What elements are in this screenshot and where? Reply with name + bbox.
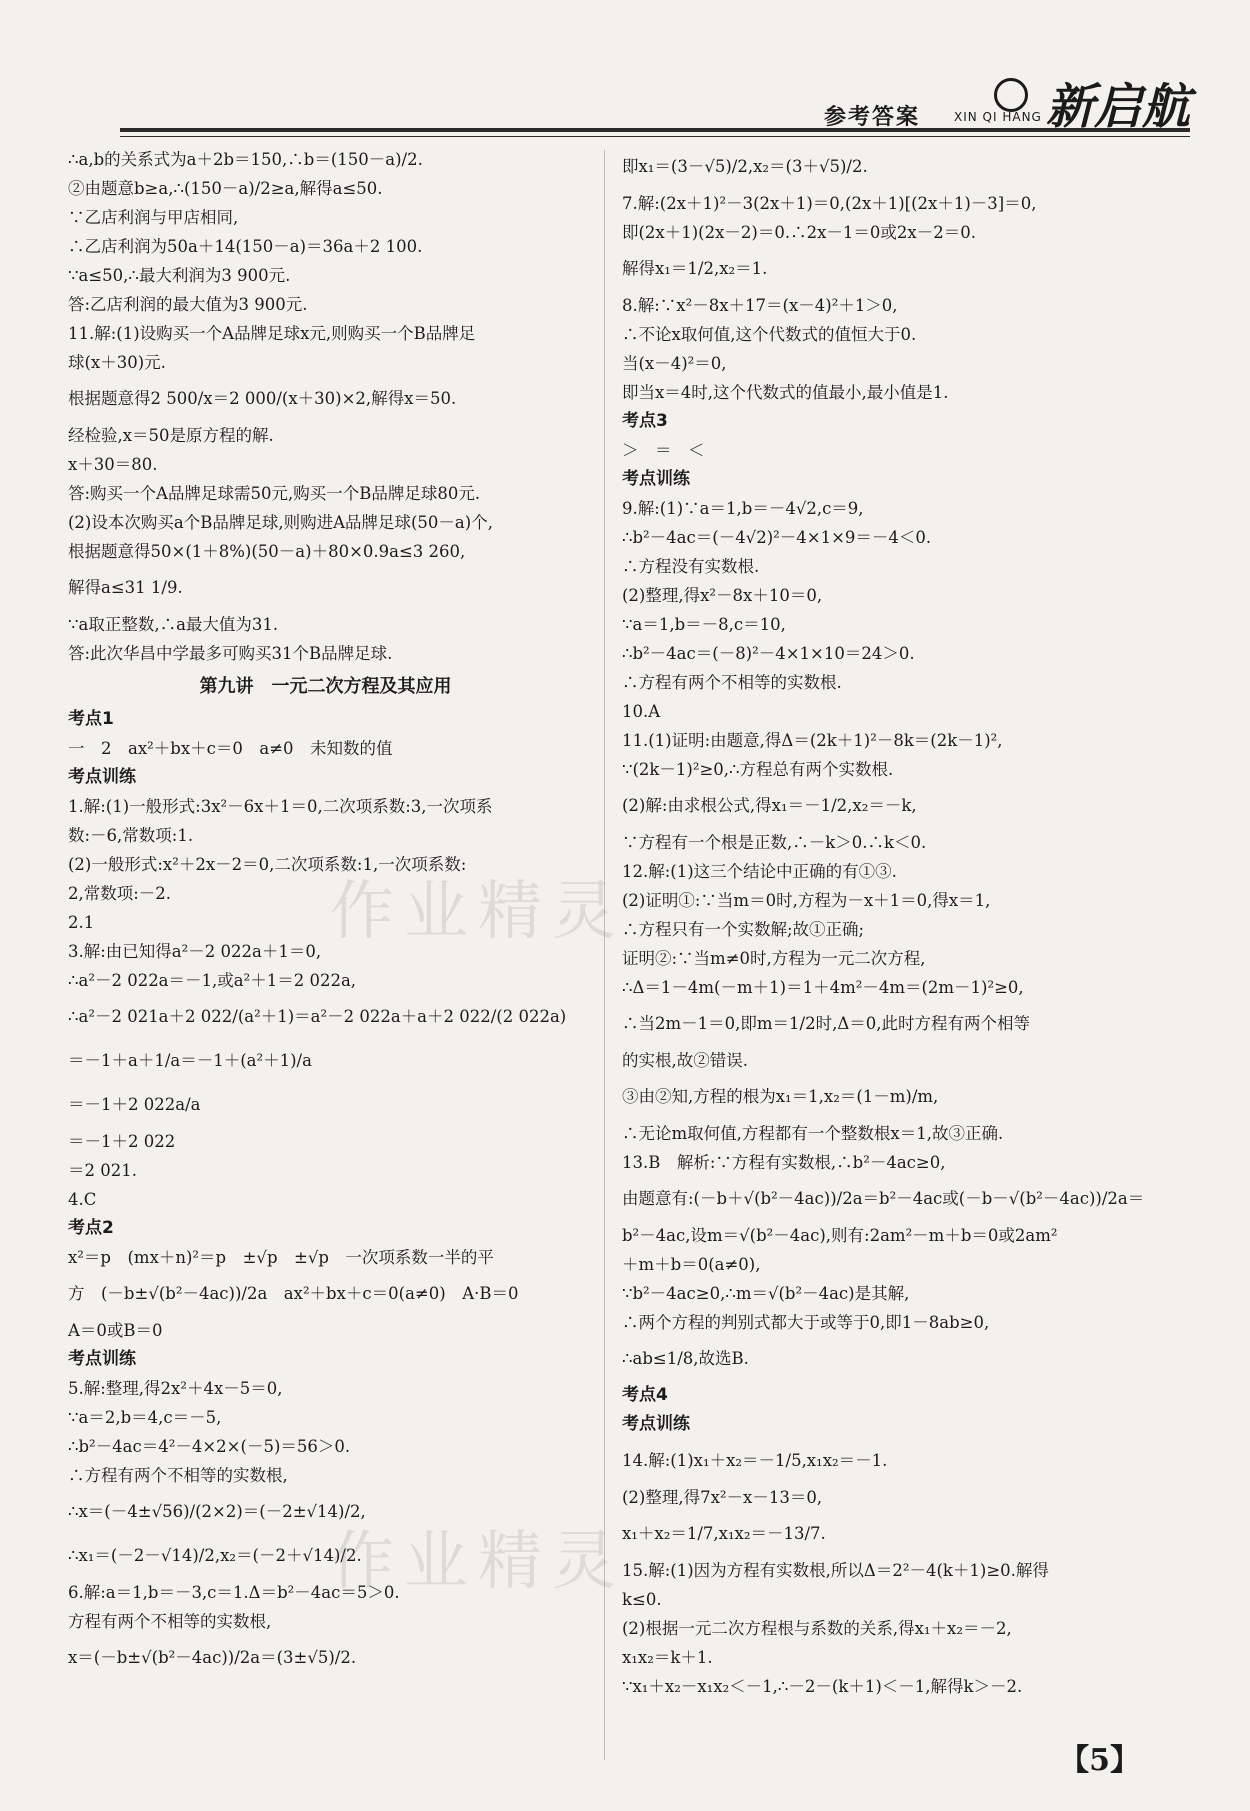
logo-circle-icon xyxy=(994,78,1028,112)
answer-line: 9.解:(1)∵a＝1,b＝－4√2,c＝9, xyxy=(622,499,864,518)
answer-line: b²－4ac,设m＝√(b²－4ac),则有:2am²－m＋b＝0或2am² xyxy=(622,1226,1058,1245)
answer-line: 4.C xyxy=(68,1190,97,1209)
answer-line: ∴当2m－1＝0,即m＝1/2时,Δ＝0,此时方程有两个相等 xyxy=(622,1014,1030,1033)
answer-line: 答:乙店利润的最大值为3 900元. xyxy=(68,295,308,314)
answer-line: 答:此次华昌中学最多可购买31个B品牌足球. xyxy=(68,644,393,663)
section-heading: 考点2 xyxy=(68,1218,114,1238)
answer-line: (2)根据一元二次方程根与系数的关系,得x₁＋x₂＝－2, xyxy=(622,1619,1012,1638)
answer-line: ②由题意b≥a,∴(150－a)/2≥a,解得a≤50. xyxy=(68,179,383,198)
answer-line: 11.(1)证明:由题意,得Δ＝(2k＋1)²－8k＝(2k－1)², xyxy=(622,731,1003,750)
section-heading: 考点训练 xyxy=(622,469,690,489)
answer-line: ∴ab≤1/8,故选B. xyxy=(622,1349,749,1368)
answer-line: ＝－1＋2 022a/a xyxy=(68,1095,201,1114)
answer-line: (2)设本次购买a个B品牌足球,则购进A品牌足球(50－a)个, xyxy=(68,513,493,532)
logo-subtitle: XIN QI HANG xyxy=(954,110,1042,124)
section-heading: 考点训练 xyxy=(68,1349,136,1369)
answer-line: ∵方程有一个根是正数,∴－k＞0.∴k＜0. xyxy=(622,833,927,852)
answer-line: 10.A xyxy=(622,702,661,721)
answer-line: 2,常数项:－2. xyxy=(68,884,172,903)
answer-line: 11.解:(1)设购买一个A品牌足球x元,则购买一个B品牌足 xyxy=(68,324,476,343)
column-divider xyxy=(604,150,605,1760)
answer-line: A＝0或B＝0 xyxy=(68,1321,163,1340)
answer-line: 方 (－b±√(b²－4ac))/2a ax²＋bx＋c＝0(a≠0) A·B＝0 xyxy=(68,1284,519,1303)
answer-line: (2)证明①:∵当m＝0时,方程为－x＋1＝0,得x＝1, xyxy=(622,891,991,910)
answer-line: 8.解:∵x²－8x＋17＝(x－4)²＋1＞0, xyxy=(622,296,898,315)
answer-line: 方程有两个不相等的实数根, xyxy=(68,1612,272,1631)
answer-line: ∴b²－4ac＝(－4√2)²－4×1×9＝－4＜0. xyxy=(622,528,932,547)
answer-line: 6.解:a＝1,b＝－3,c＝1.Δ＝b²－4ac＝5＞0. xyxy=(68,1583,400,1602)
answer-line: 15.解:(1)因为方程有实数根,所以Δ＝2²－4(k＋1)≥0.解得 xyxy=(622,1561,1049,1580)
answer-line: ∵乙店利润与甲店相同, xyxy=(68,208,239,227)
answer-line: 经检验,x＝50是原方程的解. xyxy=(68,426,274,445)
answer-line: ∴a²－2 021a＋2 022/(a²＋1)＝a²－2 022a＋a＋2 022/(2 022a) xyxy=(68,1007,567,1026)
answer-line: ＝2 021. xyxy=(68,1161,137,1180)
answer-line: x＝(－b±√(b²－4ac))/2a＝(3±√5)/2. xyxy=(68,1648,357,1667)
answer-line: ∵a＝1,b＝－8,c＝10, xyxy=(622,615,786,634)
logo-text: 新启航 xyxy=(1045,79,1190,135)
chapter-title: 第九讲 一元二次方程及其应用 xyxy=(199,676,452,697)
answer-line: ＝－1＋a＋1/a＝－1＋(a²＋1)/a xyxy=(68,1051,312,1070)
answer-line: ∴两个方程的判别式都大于或等于0,即1－8ab≥0, xyxy=(622,1313,990,1332)
section-heading: 考点训练 xyxy=(622,1414,690,1434)
answer-line: ∴方程有两个不相等的实数根, xyxy=(68,1466,288,1485)
answer-line: ∴无论m取何值,方程都有一个整数根x＝1,故③正确. xyxy=(622,1124,1004,1143)
answer-line: 7.解:(2x＋1)²－3(2x＋1)＝0,(2x＋1)[(2x＋1)－3]＝0, xyxy=(622,194,1037,213)
section-heading: 考点训练 xyxy=(68,767,136,787)
page-header xyxy=(80,70,1190,135)
header-rule-thin xyxy=(120,136,1190,137)
answer-line: ＝－1＋2 022 xyxy=(68,1132,176,1151)
answer-line: 即(2x＋1)(2x－2)＝0.∴2x－1＝0或2x－2＝0. xyxy=(622,223,976,242)
watermark: 作业精灵 xyxy=(330,1525,626,1599)
answer-line: 的实根,故②错误. xyxy=(622,1051,748,1070)
watermark: 作业精灵 xyxy=(330,875,626,949)
answer-line: 由题意有:(－b＋√(b²－4ac))/2a＝b²－4ac或(－b－√(b²－4ac))/2a＝ xyxy=(622,1189,1145,1208)
section-heading: 考点3 xyxy=(622,411,668,431)
answer-line: ∴b²－4ac＝(－8)²－4×1×10＝24＞0. xyxy=(622,644,915,663)
answer-line: x₁＋x₂＝1/7,x₁x₂＝－13/7. xyxy=(622,1524,826,1543)
answer-line: 3.解:由已知得a²－2 022a＋1＝0, xyxy=(68,942,322,961)
answer-line: ∴方程有两个不相等的实数根. xyxy=(622,673,842,692)
answer-line: x₁x₂＝k＋1. xyxy=(622,1648,713,1667)
answer-line: (2)整理,得x²－8x＋10＝0, xyxy=(622,586,823,605)
answer-line: ∵b²－4ac≥0,∴m＝√(b²－4ac)是其解, xyxy=(622,1284,910,1303)
answer-line: ∵a取正整数,∴a最大值为31. xyxy=(68,615,279,634)
answer-line: ∴x₁＝(－2－√14)/2,x₂＝(－2＋√14)/2. xyxy=(68,1546,362,1565)
left-column xyxy=(68,145,583,1680)
page-number: 【5】 xyxy=(1059,1743,1140,1778)
header-title: 参考答案 xyxy=(823,105,920,130)
answer-line: 根据题意得2 500/x＝2 000/(x＋30)×2,解得x＝50. xyxy=(68,389,457,408)
section-heading: 考点4 xyxy=(622,1385,668,1405)
answer-line: ∴方程只有一个实数解;故①正确; xyxy=(622,920,865,939)
answer-line: 2.1 xyxy=(68,913,95,932)
answer-line: (2)整理,得7x²－x－13＝0, xyxy=(622,1488,823,1507)
answer-line: 12.解:(1)这三个结论中正确的有①③. xyxy=(622,862,897,881)
answer-line: x＋30＝80. xyxy=(68,455,158,474)
answer-line: 14.解:(1)x₁＋x₂＝－1/5,x₁x₂＝－1. xyxy=(622,1451,888,1470)
answer-line: ∴不论x取何值,这个代数式的值恒大于0. xyxy=(622,325,917,344)
answer-line: ∴乙店利润为50a＋14(150－a)＝36a＋2 100. xyxy=(68,237,423,256)
answer-line: 当(x－4)²＝0, xyxy=(622,354,727,373)
answer-line: 解得a≤31 1/9. xyxy=(68,578,183,597)
answer-line: 一 2 ax²＋bx＋c＝0 a≠0 未知数的值 xyxy=(68,739,393,758)
answer-line: 根据题意得50×(1＋8%)(50－a)＋80×0.9a≤3 260, xyxy=(68,542,466,561)
answer-line: ＞ ＝ ＜ xyxy=(622,441,705,460)
answer-line: (2)解:由求根公式,得x₁＝－1/2,x₂＝－k, xyxy=(622,796,917,815)
answer-line: 球(x＋30)元. xyxy=(68,353,166,372)
answer-line: k≤0. xyxy=(622,1590,662,1609)
answer-line: (2)一般形式:x²＋2x－2＝0,二次项系数:1,一次项系数: xyxy=(68,855,467,874)
section-heading: 考点1 xyxy=(68,709,114,729)
answer-line: ∴a,b的关系式为a＋2b＝150,∴b＝(150－a)/2. xyxy=(68,150,423,169)
answer-line: ∴a²－2 022a＝－1,或a²＋1＝2 022a, xyxy=(68,971,357,990)
answer-line: 5.解:整理,得2x²＋4x－5＝0, xyxy=(68,1379,283,1398)
answer-line: 1.解:(1)一般形式:3x²－6x＋1＝0,二次项系数:3,一次项系 xyxy=(68,797,493,816)
answer-line: 数:－6,常数项:1. xyxy=(68,826,194,845)
answer-line: ∵x₁＋x₂－x₁x₂＜－1,∴－2－(k＋1)＜－1,解得k＞－2. xyxy=(622,1677,1023,1696)
right-column xyxy=(622,145,1145,1701)
answer-line: ∴x＝(－4±√56)/(2×2)＝(－2±√14)/2, xyxy=(68,1502,366,1521)
answer-line: 即当x＝4时,这个代数式的值最小,最小值是1. xyxy=(622,383,949,402)
answer-line: ∴b²－4ac＝4²－4×2×(－5)＝56＞0. xyxy=(68,1437,351,1456)
answer-line: ∵a≤50,∴最大利润为3 900元. xyxy=(68,266,291,285)
answer-line: ∵a＝2,b＝4,c＝－5, xyxy=(68,1408,222,1427)
answer-line: ∴Δ＝1－4m(－m＋1)＝1＋4m²－4m＝(2m－1)²≥0, xyxy=(622,978,1024,997)
answer-line: 解得x₁＝1/2,x₂＝1. xyxy=(622,259,768,278)
answer-line: 13.B 解析:∵方程有实数根,∴b²－4ac≥0, xyxy=(622,1153,946,1172)
answer-line: 证明②:∵当m≠0时,方程为一元二次方程, xyxy=(622,949,926,968)
publisher-logo xyxy=(940,70,1190,135)
answer-line: 即x₁＝(3－√5)/2,x₂＝(3＋√5)/2. xyxy=(622,157,868,176)
answer-line: ∴方程没有实数根. xyxy=(622,557,760,576)
answer-line: 答:购买一个A品牌足球需50元,购买一个B品牌足球80元. xyxy=(68,484,481,503)
answer-line: ＋m＋b＝0(a≠0), xyxy=(622,1255,761,1274)
answer-line: ③由②知,方程的根为x₁＝1,x₂＝(1－m)/m, xyxy=(622,1087,939,1106)
answer-line: x²＝p (mx＋n)²＝p ±√p ±√p 一次项系数一半的平 xyxy=(68,1248,494,1267)
answer-line: ∵(2k－1)²≥0,∴方程总有两个实数根. xyxy=(622,760,894,779)
